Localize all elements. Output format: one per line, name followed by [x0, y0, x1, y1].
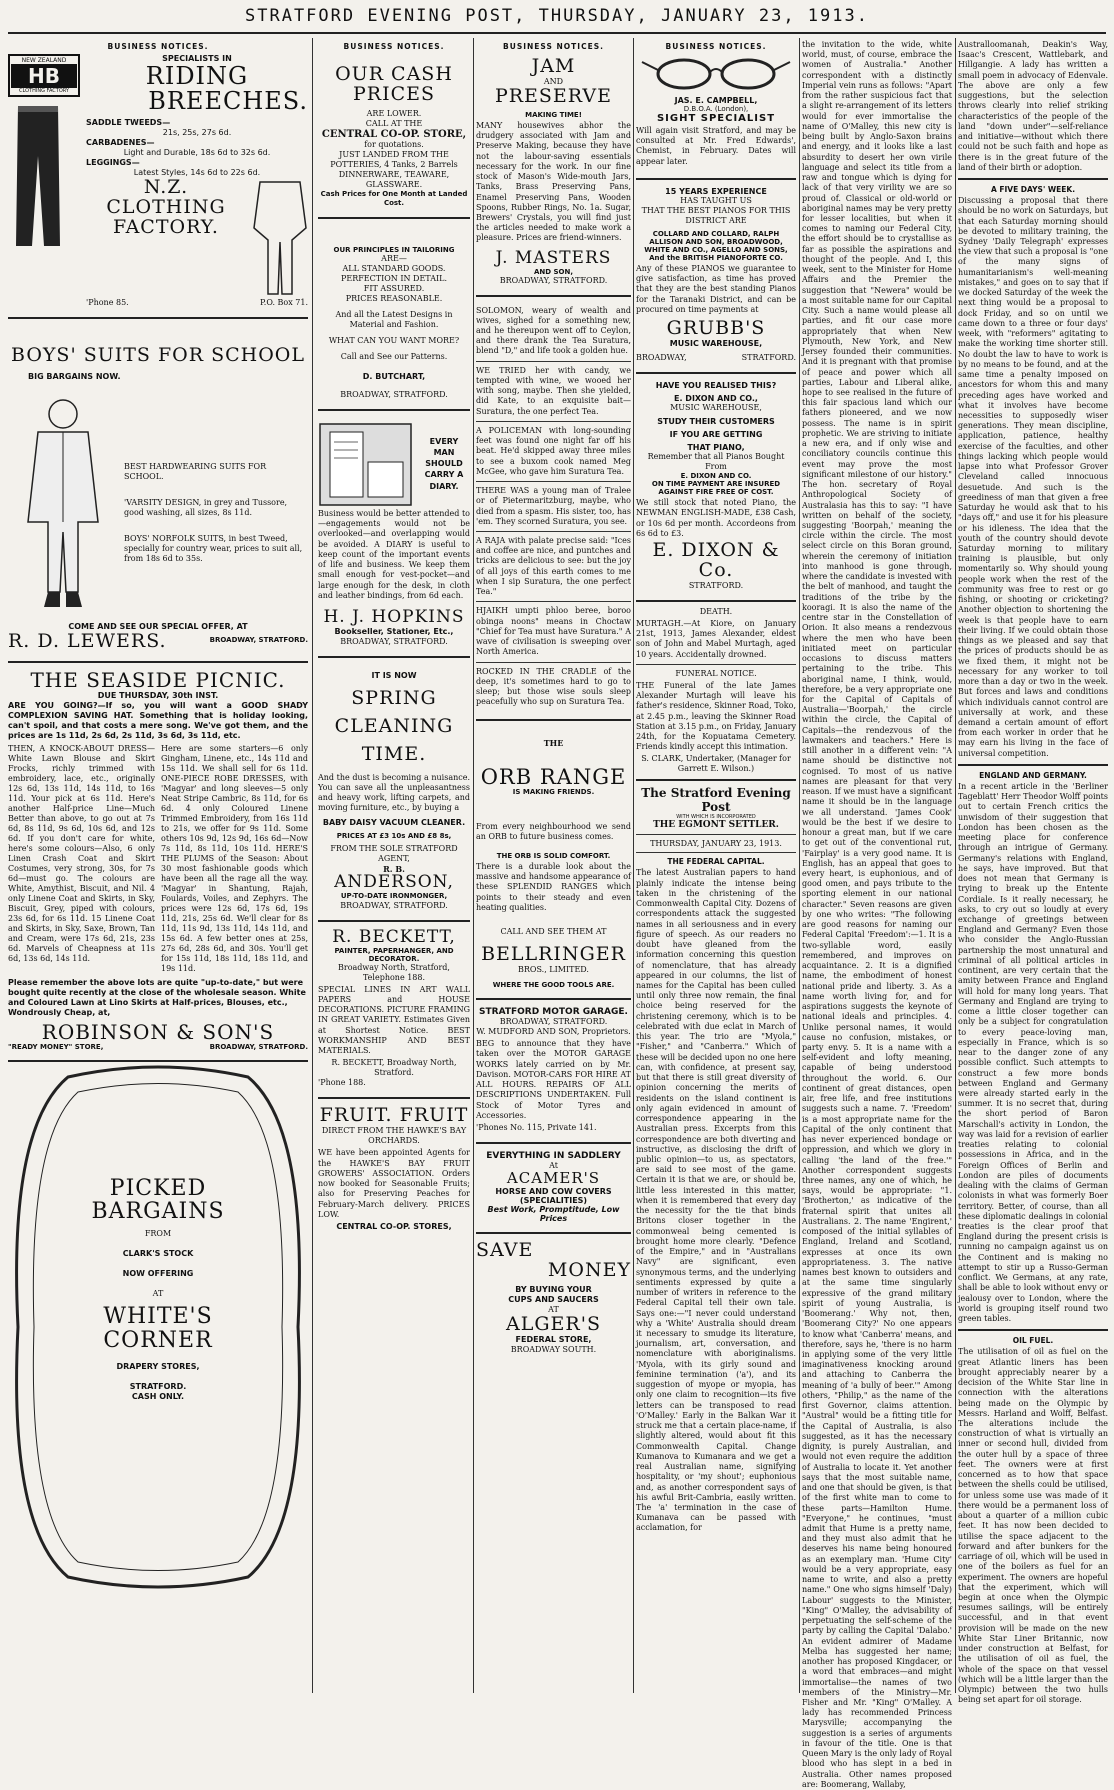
masters-jam-ad: BUSINESS NOTICES. JAM AND PRESERVE MAKING TIME! MANY housewives abhor the drudgery associated with Jam and Preserve Making, because they have not the labour-saving essentials necessary for the work. In our fine stock of Mason's Wide-mouth Jars, Tanks, Brass Preserving Pans, Enamel Preserving Pans, Wooden Spoons, Rubber Rings, No. 1a. Sugar, Brewers' Crystals, you will find just the articles needed to make work a pleasure. Prices are friend-winners. J. MASTERS AND SON, BROADWAY, STRATFORD. — [476, 42, 631, 285]
anderson-spring-cleaning-ad: IT IS NOW SPRING CLEANING TIME. And the dust is becoming a nuisance. You can save all the unpleasantness and heavy work, lifting carpets, and moving furniture, etc., by buying a BABY DAISY VACUUM CLEANER. PRICES AT £3 10s AND £8 8s, FROM THE SOLE STRATFORD AGENT, R. B. ANDERSON, UP-TO-DATE IRONMONGER, BROADWAY, STRATFORD. — [318, 670, 470, 910]
column-rule — [312, 38, 313, 1693]
column-3 — [476, 38, 631, 1693]
masthead-rule — [8, 32, 1106, 34]
orb-range-ad: THE ORB RANGE IS MAKING FRIENDS. From every neighbourhood we send an ORB to future business comes. THE ORB IS SOLID COMFORT. There is a durable look about the massive and handsome appearance of these SPLENDID RANGES which points to their steady and even heating qualities. CALL AND SEE THEM AT BELLRINGER BROS., LIMITED. WHERE THE GOOD TOOLS ARE. — [476, 737, 631, 990]
saddlery-ad: EVERYTHING IN SADDLERY At ACAMER'S HORSE AND COW COVERS (SPECIALITIES) Best Work, Promptitude, Low Prices — [486, 1151, 621, 1223]
central-coop-ad: BUSINESS NOTICES. OUR CASH PRICES ARE LOWER. CALL AT THE CENTRAL CO-OP. STORE, for quotations. JUST LANDED FROM THE POTTERIES, 4 Tanks, 2 Barrels DINNERWARE, TEAWARE, GLASSWARE. Cash Prices for One Month at Landed Cost. — [320, 42, 468, 208]
federal-capital-article: THE FEDERAL CAPITAL. The latest Australian papers to hand plainly indicate the intense being taken in the christening of the Commonwealth Capital City. Dozens of correspondents attack the suggested names in all seriousness and in every figure of speech. As our readers no doubt have gleaned from the information concerning this question of nomenclature, that has already appeared in our columns, the list of names for the Capital has been culled until only three now remain, the final choice being reserved for the christening ceremony, which is to be celebrated with due eclat in March of this year. The trio are "Myola," "Fisher," and "Canberra." Which of these will be decided upon no one here can, with confidence, at present say, but that there is still great diversity of opinion concerning the merits of residents on the island continent is only again evidenced in amount of correspondence appearing in the Australian press. Excerpts from this correspondence are both diverting and instructive, as disclosing the drift of public opinion—to us, as spectators, are said to see most of the game. Certain it is that we are, or should be, little less interested in this matter, when it is remembered that every day the necessity for the tie that binds Britons closer together in the commonweal being cemented is brought home more clearly. "Defence of the Empire," and in "Australians Navy" are significant, even synonymous terms, and the underlying sentiments expressed by quite a number of writers in reference to the Federal Capital tell their own tale. Says one:—"I never could understand why a 'White' Australia should dream it necessary to smudge its literature, journalism, art, conversation, and nomenclature with aboriginalisms. 'Myola, with its girly sound and feminine termination ('a'), and its suggestion of myope or myopia, has only one claim to recognition—its five letters can be transposed to read 'O'Malley.' Early in the Balkan War it struck me that a certain place-name, if slightly altered, would about fit this Commonwealth Capital. Change Kumanova to Kumanara and we get a real Australian name, signifying hospitality, or 'my shout'; euphonious and, as another correspondent says of his awful Brit-Cambria, easily written. The 'a' termination in the case of Kumanava can be passed with acclamation, for — [636, 857, 796, 1533]
column-4 — [636, 38, 796, 1693]
beckett-painter-ad: R. BECKETT, PAINTER, PAPERHANGER, AND DECORATOR. Broadway North, Stratford, Telephone 188. SPECIAL LINES IN ART WALL PAPERS and HOUSE DECORATIONS. PICTURE FRAMING IN GREAT VARIETY. Estimates Given at Shortest Notice. BEST WORKMANSHIP AND BEST MATERIALS. R. BECKETT, Broadway North, Stratford. 'Phone 188. — [318, 926, 470, 1088]
column-rule — [633, 38, 634, 1693]
algers-ad: SAVE MONEY BY BUYING YOUR CUPS AND SAUCERS AT ALGER'S FEDERAL STORE, BROADWAY SOUTH. — [476, 1238, 631, 1354]
seaside-picnic-ad: THE SEASIDE PICNIC. DUE THURSDAY, 30th INST. ARE YOU GOING?—If so, you will want a GOOD SHADY COMPLEXION SAVING HAT. Something that is holiday looking, can't spoil, and that costs a mere song. We've got them, and the prices are 1s 11d, 2s 6d, 2s 11d, 3s 6d, 3s 11d, etc. THEN, A KNOCK-ABOUT DRESS—White Lawn Blouse and Skirt Frocks, richly trimmed with embroidery, lace, etc., originally 12s 6d, 13s 11d, 14s 11d, to 16s 11d. Your pick at 6s 11d. Here's another Half-price Line—Much Better than above, to go out at 7s 6d, 8s 11d, 9s 6d, 10s 6d, and 12s 6d. If you don't care for white, here's some colours—Also, 6 only Linen Crash Coat and Skirt Costumes, very strong, 30s, for 7s 6d—must go. The colours are White, Amythist, Biscuit, and Nil. 4 only Linene Coat and Skirts, in Sky, Biscuit, Grey, piped with colours, 23s 6d, for 6s 11d. 15 Linene Coat and Skirts, in Sky, Saxe, Brown, Tan and Cream, were 17s 6d, 21s, 23s 6d. Marvels of Cheapness at 11s 6d, 13s 6d, 14s 11d. Here are some starters—6 only Gingham, Linene, etc., 14s 11d and 15s 11d. We shall sell for 6s 11d. ONE-PIECE ROBE DRESSES, with 'Magyar' and long sleeves—5 only Neat Stripe Cambric, 8s 11d, for 6s 6d. 4 only Coloured Linene Trimmed Embroidery, from 16s 11d to 21s, we offer for 9s 11d. Some others 10s 9d, 12s 9d, 16s 6d—Now 7s 11d, 8s 11d, 10s 11d. HERE'S THE PLUMS of the Season: About 30 most fashionable goods which have been all the rage all the way. 'Magyar' in Shantung, Rajah, Foulards, Voiles, and Zephyrs. The prices were 12s 6d, 17s 6d, 19s 11d, 21s, 25s 6d. We'll clear for 8s 11d, 11s 9d, 13s 11d, 14s 11d, and 15s 6d. A few better ones at 25s, 27s 6d, 28s 6d, and 30s. You'll get for 15s 11d, 18s 11d, 18s 11d, and 19s 11d. Please remember the above lots are quite "up-to-date," but were bought quite recently at the close of the wholesale season. White and Coloured Lawn at Lino Skirts at Half-prices, Blouses, etc., Wondrously Cheap, at, ROBINSON & SON'S "READY MONEY" STORE, BROADWAY, STRATFORD. — [8, 668, 308, 1052]
dixon-pianos-ad: HAVE YOU REALISED THIS? E. DIXON AND CO., MUSIC WAREHOUSE, STUDY THEIR CUSTOMERS IF YOU ARE GETTING THAT PIANO, Remember that all Pianos Bought From E. DIXON AND CO. ON TIME PAYMENT ARE INSURED AGAINST FIRE FREE OF COST. We still stock that noted Piano, the NEWMAN ENGLISH-MADE, £38 Cash, or 10s 6d per month. Accordeons from 6s 6d to £3. E. DIXON & Co. STRATFORD. — [636, 381, 796, 590]
nz-clothing-logo: NEW ZEALAND HB CLOTHING FACTORY — [8, 54, 80, 97]
breeches-illustration-icon — [252, 178, 308, 298]
grubbs-pianos-ad: 15 YEARS EXPERIENCE HAS TAUGHT US THAT THE BEST PIANOS FOR THIS DISTRICT ARE COLLARD AND COLLARD, RALPH ALLISON AND SON, BROADWOOD, WHITE AND CO., AGELLO AND SONS, And the BRITISH PIANOFORTE CO. Any of these PIANOS we guarantee to give satisfaction, as time has proved that they are the best standing Pianos for the Taranaki District, and can be procured on time payments at GRUBB'S MUSIC WAREHOUSE, BROADWAY, STRATFORD. — [636, 186, 796, 363]
whites-corner-ad: PICKED BARGAINS FROM CLARK'S STOCK NOW OFFERING AT WHITE'S CORNER DRAPERY STORES, STRATFORD. CASH ONLY. — [8, 1067, 308, 1593]
england-germany-article: ENGLAND AND GERMANY. In a recent article in the 'Berliner Tageblatt' Herr Theodor Wolff points out to certain French critics the unwisdom of their suggestion that London has been chosen as the meeting place for conference through an intrigue of Germany. Germany's relations with England, he says, have improved. But that does not mean that Germany is trying to break up the Entente Cordiale. Is it really necessary, he asks, to cry out so loudly at every exchange of greetings between England and Germany? Even those who consider the Anglo-Russian partnership the most unnatural and criminal of all political articles in continent, are very certain that the amity between France and England will hold for many long years. That Germany and England are trying to come a little closer together can only be a subject for congratulation to every peace-loving man, especially in France, which is so near to the danger zone of any possible conflict. Such attempts to construct a few more bonds between England and Germany were already started early in the summer. It is no secret that, during the short period of Baron Marschall's activity in London, the way was laid for a revision of earlier treaties relating to colonial possessions in Africa, and in the Foreign Offices of Berlin and London are piles of documents dealing with the claims of German colonists in what was formerly Boer territory. Better, of course, than all these diplomatic dealings in colonial treaties is the clear proof that England during the present crisis is running no campaign against us on the Continent and is making no attempt to stir up a Russo-German conflict. We Germans, at any rate, shall be able to look without envy or jealousy over to London, where the world is grouping itself round two green tables. — [958, 770, 1108, 1324]
motor-garage-ad: STRATFORD MOTOR GARAGE. BROADWAY, STRATFORD. W. MUDFORD AND SON, Proprietors. BEG to announce that they have taken over the MOTOR GARAGE WORKS lately carried on by Mr. Davison. MOTOR-CARS FOR HIRE AT ALL HOURS. REPAIRS OF ALL DESCRIPTIONS UNDERTAKEN. Full Stock of Motor Tyres and Accessories. 'Phones No. 115, Private 141. — [476, 1007, 631, 1132]
suratura-tea-ads: SOLOMON, weary of wealth and wives, sighed for a something new, and he thereupon went off to Ceylon, and there drank the Tea Suratura, blend "D," and life took a golden hue. WE TRIED her with candy, we tempted with wine, we wooed her with song, maybe. Then she yielded, did Kate, to an exquisite bait—Suratura, the one perfect Tea. A POLICEMAN with long-sounding feet was found one night far off his beat. He'd skipped away three miles to see a buxom cook named Meg McGee, who gave him Suratura Tea. THERE WAS a young man of Tralee or of Pietermaritzburg, maybe, who died from a spasm. His sister, too, has 'em. They scorned Suratura, you see. A RAJA with palate precise said: "Ices and coffee are nice, and puntches and tricks are delicious to see: but the joy of all joys of this earth comes to me when I sip Suratura, the one perfect Tea." HJAIKH umpti phloo beree, boroo obinga noons" means in Choctaw "Chief for Tea must have Suratura." A wave of civilisation is sweeping over North America. ROCKED IN THE CRADLE of the deep, it's sometimes hard to go to sleep; but those wise souls sleep peacefully who sup on Suratura Tea. — [476, 305, 631, 707]
column-rule — [799, 38, 800, 1693]
fruit-ad: FRUIT. FRUIT DIRECT FROM THE HAWKE'S BAY ORCHARDS. WE have been appointed Agents for the HAWKE'S BAY FRUIT GROWERS' ASSOCIATION. Orders now booked for Seasonable Fruits; also for Preserving Peaches for February-March delivery. PRICES LOW. CENTRAL CO-OP. STORES, — [318, 1104, 470, 1231]
trousers-illustration-icon — [8, 101, 68, 251]
column-rule — [473, 38, 474, 1693]
butchart-tailoring-ad: OUR PRINCIPLES IN TAILORING ARE— ALL STANDARD GOODS. PERFECTION IN DETAIL. FIT ASSURED. PRICES REASONABLE. And all the Latest Designs in Material and Fashion. WHAT CAN YOU WANT MORE? Call and See our Patterns. D. BUTCHART, BROADWAY, STRATFORD. — [328, 245, 460, 399]
column-rule — [955, 38, 956, 1693]
federal-capital-article-end: Australloomanah, Deakin's Way, Isaac's Crescent, Wattlebark, and Hillgangie. A lady has written a small poem in advocacy of Edenvale. The above are only a few suggestions, but the selection throws clearly into relief striking characteristics of the people of the land "down under"—self-reliance and initiative—without which there could not be such faith and hope as there is in the great future of the land of their birth or adoption. — [958, 40, 1108, 172]
federal-capital-article-continued: the invitation to the wide, white world, must, of course, embrace the women of Australia." Another correspondent with a distinctly Imperial vein runs as follows: "Apart from the rather suspicious fact that a slight re-arrangement of its letters would for ever immortalise the name of O'Malley, this new city is being built by Anglo-Saxon brains and energy, and it looks like a last absurdity to desert her own virile language and select its title from a raw and tongue which is dying for lack of that very virility we are so proud of. Classical or old-world or aboriginal names may be very pretty for lesser localities, but when it comes to naming our Federal City, the effort should be to crystallise as far as possible the aspirations and thought of the people. And I, this week, sent to the Minister for Home Affairs and the Premier the suggestion that "Newera" would be a most suitable name for our Capital City. Such a name would please all parties, and fit our case more appropriately that when New Plymouth, New York, and New Jersey founded their communities. And it is pregnant with that promise of peace and power which all parties, Labour and Liberal alike, hope to see realised in the future of this fair spacious land which our fathers pioneered, and we now possess. The name is in spirit prophetic. We are striving to initiate a new era, and if only wise and conciliatory councils continue this event may prove the most significant milestone of our history." The hon. secretary of Royal Anthropological Society of Australasia has this to say: "I have written on behalf of the society, suggesting 'Boorpah,' meaning the circle within the circle. The most select circle on this Boran ground, wherein the ceremony of initiation into manhood is gone through, where the candidate is invested with the belt of manhood, and taught the traditions of the tribe by the kooragi. It is also the name of the centre star in the Constellation of Orion. It also means a rendezvous where the men who have been initiated meet on particular occasions to discuss matters pertaining to the tribe. This aboriginal name, I think, would, therefore, be a very appropriate one for the Capital of Capitals of Australia—'Boorpah,' the circle within the circle, the Capital of Capitals—the rendezvous of the lawmakers and teachers." Here is still another in a different vein: "A name should be distinctive not cognised. To most of us native names are pleasant for that very reason. If we must have a significant name it should be in the language we all understand. 'James Cook' would be the best if we desire to honour a great man, but if we care to get out of the conventional rut, 'Fairplay' is a very good name. It is English, has an appeal that goes to every heart, is euphonious, and of good omen, and pays tribute to the sporting element in our national character." Seven reasons are given by one who writes: "The following are good reasons for naming our Federal Capital 'Freedom':—1. It is a two-syllable word, easily remembered, and improves on acquaintance. 2. It is a dignified name, the embodiment of honest national pride and liberty. 3. As a name worth living for, and for aspirations suggests the keynote of national ideals and principles. 4. Unlike personal names, it would cause no confusion, mistakes, or party envy. 5. It is a name with a self-evident and lofty meaning, capable of being understood throughout the world. 6. Our continent of great distances, open air, free life, and free institutions suggests such a name. 7. 'Freedom' is a most appropriate name for the Capital of the only continent that has never experienced bondage or oppression, and which we glory in calling 'the land of the free.'" Another correspondent suggests three names, any one of which, he says, would be appropriate: "1. 'Brotherton,' as indicative of the fraternal spirit that unites all Australians. 2. The name 'Engirent,' composed of the initial syllables of England, Ireland and Scotland, expresses at once its own appropriateness. 3. The native names best known to outsiders and at the same time singularly expressive of the grand military spirit of young Australia, is 'Boomerang.' Why not, then, 'Boomerang City?' No one appears to know what 'Canberra' means, and therefore, says he, 'there is no harm in applying some of the very little imaginativeness knocking around and attaching to Canberra the meaning of 'a bully of beer.'" Among others, "Philip," as the name of the first Governor, claims attention. "Austral" would be a fitting title for the Capital of Australia, is also suggested, as it has the necessary dignity, is purely Australian, and would not even require the addition of Australia to locate it. Yet another says that the most suitable name, and one that should be given, is that of the first white man to come to these parts—Hamilton Hume. "Everyone," he continues, "must admit that Hume is a pretty name, and they must also admit that he deserves his name being honoured as an exemplary man. 'Hume City' would be a very appropriate, easy name to write, and also a pretty name." One who signs himself 'Daly) Labour' suggests to the Minister, "King" O'Malley, the advisability of perpetuating the self-scheme of the party by calling the Capital 'Dalabo.' An evident admirer of Madame Melba has suggested her name; another has proposed Kingdacer, or a word that embraces—and might immortalise—the names of two members of the Ministry—Mr. Fisher and Mr. "King" O'Malley. A lady has recommended Princess Marysville; accompanying the suggestion is a series of arguments in favour of the title. One is that Queen Mary is the only lady of Royal blood who has slept in a bed in Australia. Other names proposed are: Boomerang, Wallaby, — [802, 40, 952, 1789]
column-6 — [958, 38, 1108, 1705]
column-1 — [8, 38, 308, 1693]
campbell-optician-ad: BUSINESS NOTICES. JAS. E. CAMPBELL, D.B.O.A. (London), SIGHT SPECIALIST Will again visit Stratford, and may be consulted at Mr. Fred Edwards', Chemist, in February. Dates will appear later. — [636, 42, 796, 166]
logo-and-figure — [8, 54, 80, 308]
section-header: BUSINESS NOTICES. — [107, 42, 209, 51]
masthead: STRATFORD EVENING POST, THURSDAY, JANUARY 23, 1913. — [245, 6, 869, 26]
diary-illustration-icon — [318, 422, 413, 507]
funeral-notice: FUNERAL NOTICE. THE Funeral of the late James Alexander Murtagh will leave his father's residence, Skinner Road, Toko, at 2.45 p.m., leaving the Skinner Road Station at 3.15 p.m., on Friday, January 24th, for the Kopuatama Cemetery. Friends kindly accept this intimation. S. CLARK, Undertaker, (Manager for Garrett E. Wilson.) — [636, 668, 796, 774]
boys-suits-ad: BOYS' SUITS FOR SCHOOL BIG BARGAINS NOW. BEST HARDWEARING SUITS FOR SCHOOL. 'VARSITY DESIGN, in grey and Tussore, good washing, all sizes, 8s 11d. BOYS' NORFOLK SUITS, in best Tweed, specially for country wear, prices to suit all, from 18s 6d to 35s. COME AND SEE OUR SPECIAL OFFER, AT R. D. LEWERS. BROADWAY, STRATFORD. — [8, 344, 308, 653]
riding-breeches-ad: BUSINESS NOTICES. NEW ZEALAND HB CLOTHING FACTORY SPECIALISTS IN RIDING BREECHES. SADDLE TWEEDS— 21s, 25s, 27s 6d. CARBADENES— Light and Durable, 18s 6d to 32s 6d. LEGGINGS— Latest Styles, 14s 6d to 22s 6d. N.Z. CLOTHING FACTORY. 'Phone 85. P.O. Box 71. — [8, 38, 308, 312]
column-2 — [318, 38, 470, 1693]
death-notice: DEATH. MURTAGH.—At Kiore, on January 21st, 1913, James Alexander, eldest son of John and Mabel Murtagh, aged 10 years. Accidentally drowned. — [636, 606, 796, 659]
spectacles-icon — [636, 54, 796, 92]
boy-in-suit-illustration-icon — [8, 392, 118, 622]
column-5 — [802, 38, 952, 1789]
five-days-week-article: A FIVE DAYS' WEEK. Discussing a proposal that there should be no work on Saturdays, but that each Saturday morning should be devoted to military training, the Sydney 'Daily Telegraph' expresses the view that such a proposal is "one of the many signs of humanitarianism's well-meaning mistakes," and goes on to say that if we docked Saturday of the week the next thing would be a proposal to dock Friday, and so on until we came down to a three or four days' week, with "reformers" agitating to make the working time shorter still. No doubt the law to have to work is by no means to be found, and at the same time a penalty imposed on ancestors for whom this and many preceding ages have worked and what it involves have become necessities to supposedly wiser generations. They mean discipline, application, patience, healthy exercise of the faculties, and other things lacking which people would lapse into what Professor Grover Cleveland called innocuous desuetude. And such is the greediness of man that given a free Saturday he would ask that to his "days off," and use it for his pleasure or his idleness. The idea that the youth of the country should devote Saturday morning to military training is plausible, but only momentarily so. Why should young people work when the rest of the community was free to rest or go fishing, or shooting or cricketing? Another objection to shortening the week is that people have to earn their living. If we could obtain those things as we pleased and say that the prices of products should be as we fixed them, it might not be necessary for any worker to toil more than a day or two in the week. But forces and laws and conditions which individuals cannot control are universally at work, and these demand a certain amount of effort from each worker in order that he may earn his living in the face of universal competition. — [958, 185, 1108, 758]
hopkins-diary-ad: EVERY MAN SHOULD CARRY A DIARY. Business would be better attended to—engagements would not be overlooked—and overlapping would be avoided. A DIARY is useful to keep count of the important events of life and business. We keep them small enough for vest-pocket—and large enough for the desk, in cloth and leather bindings, from 6d each. H. J. HOPKINS Bookseller, Stationer, Etc., BROADWAY, STRATFORD. — [318, 416, 470, 651]
newspaper-nameplate: The Stratford Evening Post WITH WHICH IS INCORPORATED THE EGMONT SETTLER. THURSDAY, JANUARY 23, 1913. — [636, 786, 796, 853]
oil-fuel-article: OIL FUEL. The utilisation of oil as fuel on the great Atlantic liners has been brought appreciably nearer by a decision of the White Star line in connection with the alterations being made on the Olympic by Messrs. Harland and Wolff, Belfast. The alterations include the construction of what is virtually an inner or second hull, divided from the outer hull by a space of three feet. The owners were at first concerned as to how that space between the shells could be utilised, for unless some use was made of it there would be a permanent loss of about a quarter of a million cubic feet. It has now been decided to utilise the space adjacent to the forward and after bunkers for the carriage of oil, which will be used in one of the boilers as fuel for an experiment. The owners are hopeful that the experiment, which will begin at once when the Olympic resumes sailings, will be entirely successful, and in that event provision will be made on the new White Star Liner Britannic, now under construction at Belfast, for the utilisation of oil as fuel, the whole of the space on that vessel (which will be a little larger than the Olympic) between the two hulls being set apart for oil storage. — [958, 1336, 1108, 1705]
